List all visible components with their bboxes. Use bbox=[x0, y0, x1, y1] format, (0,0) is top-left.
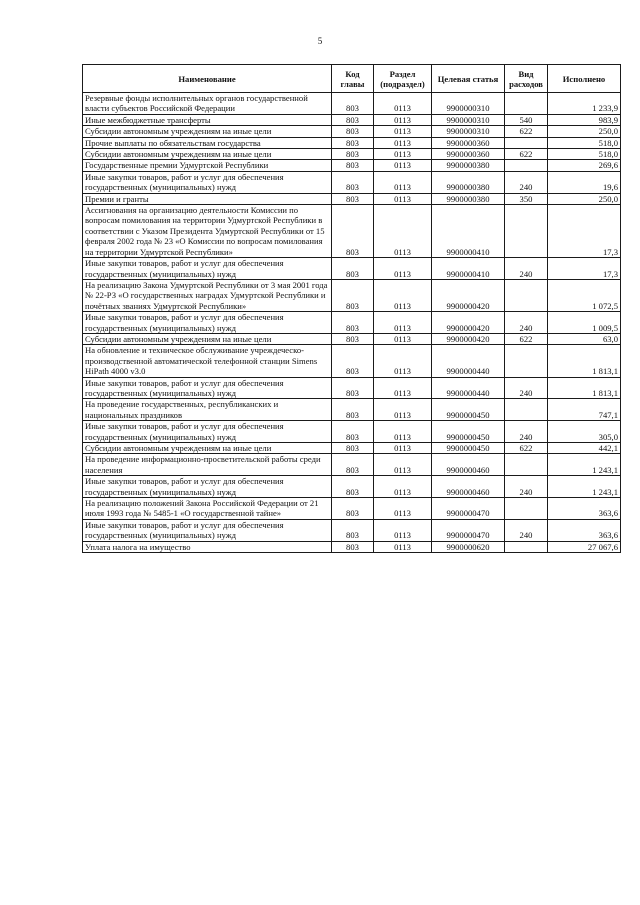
cell-section: 0113 bbox=[374, 377, 432, 399]
cell-chapter-code: 803 bbox=[332, 312, 374, 334]
table-row bbox=[83, 93, 621, 115]
header-executed: Исполнено bbox=[548, 65, 621, 93]
cell-chapter-code: 803 bbox=[332, 279, 374, 311]
cell-expense-type: 622 bbox=[505, 149, 548, 160]
cell-target-article: 9900000410 bbox=[432, 205, 505, 258]
cell-section: 0113 bbox=[374, 399, 432, 421]
header-expense-type: Вид расходов bbox=[505, 65, 548, 93]
cell-section: 0113 bbox=[374, 160, 432, 171]
cell-target-article: 9900000380 bbox=[432, 160, 505, 171]
cell-section: 0113 bbox=[374, 205, 432, 258]
cell-target-article: 9900000310 bbox=[432, 114, 505, 125]
cell-section: 0113 bbox=[374, 498, 432, 520]
cell-executed: 269,6 bbox=[548, 160, 621, 171]
cell-target-article: 9900000360 bbox=[432, 137, 505, 148]
cell-expense-type: 240 bbox=[505, 476, 548, 498]
cell-chapter-code: 803 bbox=[332, 171, 374, 193]
table-row bbox=[83, 160, 621, 171]
cell-expense-type bbox=[505, 279, 548, 311]
table-row bbox=[83, 258, 621, 280]
cell-chapter-code: 803 bbox=[332, 149, 374, 160]
cell-chapter-code: 803 bbox=[332, 126, 374, 137]
cell-chapter-code: 803 bbox=[332, 114, 374, 125]
cell-executed: 250,0 bbox=[548, 126, 621, 137]
cell-executed: 1 233,9 bbox=[548, 93, 621, 115]
cell-expense-type: 540 bbox=[505, 114, 548, 125]
table-row bbox=[83, 421, 621, 443]
cell-chapter-code: 803 bbox=[332, 160, 374, 171]
cell-name: На обновление и техническое обслуживание учреждеческо-производственной автоматической телефонной станции Simens HiPath 4000 v3.0 bbox=[83, 345, 332, 377]
cell-chapter-code: 803 bbox=[332, 399, 374, 421]
cell-name: На проведение государственных, республиканских и национальных праздников bbox=[83, 399, 332, 421]
cell-target-article: 9900000450 bbox=[432, 399, 505, 421]
table-row bbox=[83, 205, 621, 258]
cell-executed: 63,0 bbox=[548, 333, 621, 344]
cell-executed: 1 072,5 bbox=[548, 279, 621, 311]
cell-target-article: 9900000450 bbox=[432, 443, 505, 454]
cell-expense-type: 240 bbox=[505, 519, 548, 541]
table-row bbox=[83, 498, 621, 520]
cell-name: Субсидии автономным учреждениям на иные цели bbox=[83, 149, 332, 160]
cell-section: 0113 bbox=[374, 114, 432, 125]
table-row bbox=[83, 443, 621, 454]
cell-target-article: 9900000360 bbox=[432, 149, 505, 160]
cell-chapter-code: 803 bbox=[332, 258, 374, 280]
cell-target-article: 9900000460 bbox=[432, 454, 505, 476]
cell-chapter-code: 803 bbox=[332, 498, 374, 520]
cell-expense-type bbox=[505, 160, 548, 171]
cell-executed: 363,6 bbox=[548, 519, 621, 541]
cell-expense-type bbox=[505, 137, 548, 148]
cell-expense-type bbox=[505, 345, 548, 377]
table-row bbox=[83, 279, 621, 311]
cell-name: Премии и гранты bbox=[83, 193, 332, 204]
cell-executed: 518,0 bbox=[548, 137, 621, 148]
cell-name: На проведение информационно-просветительской работы среди населения bbox=[83, 454, 332, 476]
cell-expense-type: 350 bbox=[505, 193, 548, 204]
cell-chapter-code: 803 bbox=[332, 454, 374, 476]
cell-chapter-code: 803 bbox=[332, 476, 374, 498]
cell-expense-type: 240 bbox=[505, 258, 548, 280]
table-header bbox=[83, 65, 621, 93]
cell-section: 0113 bbox=[374, 454, 432, 476]
cell-target-article: 9900000420 bbox=[432, 312, 505, 334]
cell-target-article: 9900000420 bbox=[432, 279, 505, 311]
cell-section: 0113 bbox=[374, 476, 432, 498]
cell-executed: 17,3 bbox=[548, 258, 621, 280]
cell-name: Иные закупки товаров, работ и услуг для обеспечения государственных (муниципальных) нужд bbox=[83, 519, 332, 541]
cell-chapter-code: 803 bbox=[332, 137, 374, 148]
cell-expense-type bbox=[505, 541, 548, 552]
cell-name: Субсидии автономным учреждениям на иные цели bbox=[83, 126, 332, 137]
cell-executed: 983,9 bbox=[548, 114, 621, 125]
cell-section: 0113 bbox=[374, 312, 432, 334]
table-row bbox=[83, 193, 621, 204]
cell-section: 0113 bbox=[374, 258, 432, 280]
cell-executed: 1 813,1 bbox=[548, 377, 621, 399]
cell-section: 0113 bbox=[374, 443, 432, 454]
table-row bbox=[83, 333, 621, 344]
cell-name: Иные закупки товаров, работ и услуг для обеспечения государственных (муниципальных) нужд bbox=[83, 258, 332, 280]
cell-executed: 250,0 bbox=[548, 193, 621, 204]
cell-expense-type bbox=[505, 93, 548, 115]
cell-target-article: 9900000470 bbox=[432, 519, 505, 541]
table-body bbox=[83, 93, 621, 553]
cell-executed: 1 813,1 bbox=[548, 345, 621, 377]
cell-target-article: 9900000310 bbox=[432, 93, 505, 115]
cell-section: 0113 bbox=[374, 541, 432, 552]
cell-expense-type bbox=[505, 399, 548, 421]
cell-target-article: 9900000620 bbox=[432, 541, 505, 552]
cell-section: 0113 bbox=[374, 345, 432, 377]
table-row bbox=[83, 541, 621, 552]
cell-expense-type bbox=[505, 205, 548, 258]
cell-target-article: 9900000450 bbox=[432, 421, 505, 443]
cell-name: Уплата налога на имущество bbox=[83, 541, 332, 552]
cell-executed: 1 243,1 bbox=[548, 476, 621, 498]
cell-expense-type: 240 bbox=[505, 171, 548, 193]
cell-expense-type: 622 bbox=[505, 333, 548, 344]
cell-executed: 305,0 bbox=[548, 421, 621, 443]
cell-expense-type: 240 bbox=[505, 312, 548, 334]
cell-name: Субсидии автономным учреждениям на иные цели bbox=[83, 443, 332, 454]
cell-expense-type bbox=[505, 454, 548, 476]
cell-name: Ассигнования на организацию деятельности Комиссии по вопросам помилования на территории Удмуртской Республики в соответствии с Указом Президента Удмуртской Республики от 15 февраля 2002 года № 23 «О Комиссии по вопросам помилования на территории Удмуртской Республики» bbox=[83, 205, 332, 258]
cell-chapter-code: 803 bbox=[332, 421, 374, 443]
cell-expense-type: 240 bbox=[505, 421, 548, 443]
cell-target-article: 9900000420 bbox=[432, 333, 505, 344]
cell-target-article: 9900000470 bbox=[432, 498, 505, 520]
cell-name: Иные закупки товаров, работ и услуг для обеспечения государственных (муниципальных) нужд bbox=[83, 421, 332, 443]
cell-target-article: 9900000440 bbox=[432, 345, 505, 377]
cell-target-article: 9900000380 bbox=[432, 171, 505, 193]
table-row bbox=[83, 137, 621, 148]
cell-chapter-code: 803 bbox=[332, 93, 374, 115]
cell-executed: 19,6 bbox=[548, 171, 621, 193]
page-number: 5 bbox=[317, 36, 323, 46]
cell-executed: 363,6 bbox=[548, 498, 621, 520]
cell-name: Субсидии автономным учреждениям на иные цели bbox=[83, 333, 332, 344]
cell-expense-type: 622 bbox=[505, 443, 548, 454]
cell-section: 0113 bbox=[374, 149, 432, 160]
cell-chapter-code: 803 bbox=[332, 541, 374, 552]
cell-executed: 442,1 bbox=[548, 443, 621, 454]
table-row bbox=[83, 345, 621, 377]
cell-executed: 747,1 bbox=[548, 399, 621, 421]
header-chapter-code: Код главы bbox=[332, 65, 374, 93]
cell-section: 0113 bbox=[374, 333, 432, 344]
cell-name: Государственные премии Удмуртской Республики bbox=[83, 160, 332, 171]
table-row bbox=[83, 312, 621, 334]
table-row bbox=[83, 476, 621, 498]
cell-chapter-code: 803 bbox=[332, 205, 374, 258]
cell-executed: 518,0 bbox=[548, 149, 621, 160]
cell-executed: 1 009,5 bbox=[548, 312, 621, 334]
cell-name: Иные закупки товаров, работ и услуг для обеспечения государственных (муниципальных) нужд bbox=[83, 377, 332, 399]
cell-chapter-code: 803 bbox=[332, 519, 374, 541]
table-row bbox=[83, 114, 621, 125]
cell-name: На реализацию Закона Удмуртской Республики от 3 мая 2001 года № 22-РЗ «О государственных наградах Удмуртской Республики и почётных званиях Удмуртской Республики» bbox=[83, 279, 332, 311]
cell-section: 0113 bbox=[374, 171, 432, 193]
cell-executed: 17,3 bbox=[548, 205, 621, 258]
cell-name: На реализацию положений Закона Российской Федерации от 21 июля 1993 года № 5485-1 «О государственной тайне» bbox=[83, 498, 332, 520]
cell-expense-type: 622 bbox=[505, 126, 548, 137]
header-section: Раздел (подраздел) bbox=[374, 65, 432, 93]
table-row bbox=[83, 454, 621, 476]
cell-target-article: 9900000410 bbox=[432, 258, 505, 280]
cell-name: Резервные фонды исполнительных органов государственной власти субъектов Российской Федерации bbox=[83, 93, 332, 115]
cell-section: 0113 bbox=[374, 93, 432, 115]
cell-chapter-code: 803 bbox=[332, 377, 374, 399]
cell-name: Иные межбюджетные трансферты bbox=[83, 114, 332, 125]
budget-execution-table bbox=[82, 64, 621, 553]
cell-section: 0113 bbox=[374, 279, 432, 311]
cell-name: Прочие выплаты по обязательствам государства bbox=[83, 137, 332, 148]
cell-executed: 27 067,6 bbox=[548, 541, 621, 552]
cell-chapter-code: 803 bbox=[332, 443, 374, 454]
table-row bbox=[83, 377, 621, 399]
cell-name: Иные закупки товаров, работ и услуг для обеспечения государственных (муниципальных) нужд bbox=[83, 312, 332, 334]
cell-section: 0113 bbox=[374, 126, 432, 137]
cell-section: 0113 bbox=[374, 137, 432, 148]
table-row bbox=[83, 149, 621, 160]
table-row bbox=[83, 126, 621, 137]
cell-expense-type: 240 bbox=[505, 377, 548, 399]
table-row bbox=[83, 519, 621, 541]
cell-expense-type bbox=[505, 498, 548, 520]
cell-chapter-code: 803 bbox=[332, 193, 374, 204]
table-row bbox=[83, 171, 621, 193]
header-target-article: Целевая статья bbox=[432, 65, 505, 93]
table-row bbox=[83, 399, 621, 421]
cell-target-article: 9900000440 bbox=[432, 377, 505, 399]
cell-section: 0113 bbox=[374, 519, 432, 541]
cell-name: Иные закупки товаров, работ и услуг для обеспечения государственных (муниципальных) нужд bbox=[83, 171, 332, 193]
cell-section: 0113 bbox=[374, 421, 432, 443]
cell-section: 0113 bbox=[374, 193, 432, 204]
cell-chapter-code: 803 bbox=[332, 345, 374, 377]
cell-target-article: 9900000310 bbox=[432, 126, 505, 137]
cell-target-article: 9900000380 bbox=[432, 193, 505, 204]
cell-target-article: 9900000460 bbox=[432, 476, 505, 498]
cell-executed: 1 243,1 bbox=[548, 454, 621, 476]
cell-name: Иные закупки товаров, работ и услуг для обеспечения государственных (муниципальных) нужд bbox=[83, 476, 332, 498]
cell-chapter-code: 803 bbox=[332, 333, 374, 344]
header-name: Наименование bbox=[83, 65, 332, 93]
